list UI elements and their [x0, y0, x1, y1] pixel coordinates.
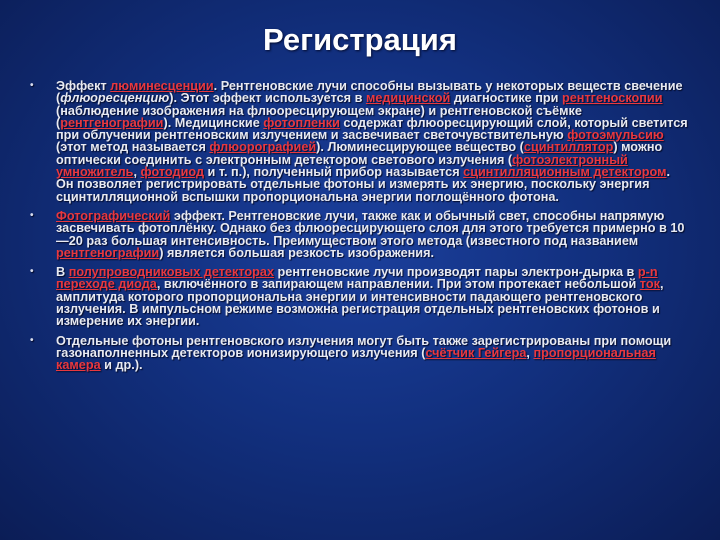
term-link[interactable]: рентгеноскопии	[562, 91, 663, 106]
body-text: диагностике при	[450, 91, 562, 106]
term-link[interactable]: фотодиод	[140, 165, 205, 180]
body-text: ,	[133, 165, 141, 180]
body-text: содержат флюоресцирующий слой, который светится при облучении рентгеновским излучением и засвечивает светочувствительную	[56, 115, 688, 143]
term-link[interactable]: сцинтиллятор	[523, 140, 614, 155]
term-link[interactable]: сцинтилляционным детектором	[463, 165, 667, 180]
term-link[interactable]: фотоэмульсию	[567, 128, 664, 143]
body-text: флюоресценцию	[60, 91, 170, 106]
term-link[interactable]: Фотографический	[56, 208, 171, 223]
body-text: (этот метод называется	[56, 140, 210, 155]
term-link[interactable]: пропорциональная камера	[56, 345, 656, 373]
bullet-marker: •	[30, 266, 34, 278]
body-text: ) можно оптически соединить с электронным детектором светового излучения (	[56, 140, 663, 167]
body-text: ). Этот эффект используется в	[169, 91, 366, 106]
slide-title: Регистрация	[263, 22, 457, 57]
body-text: . Он позволяет регистрировать отдельные фотоны и измерять их энергию, поскольку энергия сцинтилляционной вспышки пропорциональна энергии поглощённого фотона.	[56, 165, 671, 204]
body-text: Эффект	[56, 79, 111, 93]
term-link[interactable]: счётчик Гейгера	[425, 345, 527, 360]
term-link[interactable]: p-n переходе диода	[56, 265, 658, 292]
body-text: (наблюдение изображения на флюоресцирующем экране) и рентгеновской съёмке (	[56, 103, 582, 130]
term-link[interactable]: фотопленки	[263, 115, 340, 130]
body-text: ) является большая резкость изображения.	[159, 245, 435, 260]
bullet-item	[30, 80, 690, 203]
bullet-marker: •	[30, 334, 34, 346]
term-link[interactable]: медицинской	[365, 91, 451, 106]
body-text: эффект. Рентгеновские лучи, также как и обычный свет, способны напрямую засвечивать фотоплёнку. Однако без флюоресцирующего слоя для этого требуется примерно в 10—20 раз большая интенсивность. Преимуществом этого метода (известного под названием	[56, 208, 685, 248]
body-text: ). Медицинские	[163, 115, 264, 130]
term-link[interactable]: полупроводниковых детекторах	[68, 265, 274, 280]
bullet-item	[30, 266, 690, 327]
term-link[interactable]: люминесценции	[110, 79, 214, 93]
term-link[interactable]: фотоэлектронный умножитель	[56, 152, 628, 180]
bullet-marker: •	[30, 209, 34, 221]
body-text: , включённого в запирающем направлении. При этом протекает небольшой	[156, 277, 640, 292]
body-text: рентгеновские лучи производят пары электрон-дырка в	[274, 265, 638, 280]
term-link[interactable]: флюорографией	[209, 140, 317, 155]
body-text: ,	[526, 345, 534, 360]
bullet-list	[30, 80, 690, 379]
bullet-item	[30, 210, 690, 259]
body-text: ). Люминесцирующее вещество (	[316, 140, 524, 155]
term-link[interactable]: рентгенографии	[60, 115, 164, 130]
term-link[interactable]: рентгенографии	[56, 245, 160, 260]
body-text: . Рентгеновские лучи способны вызывать у некоторых веществ свечение (	[56, 79, 683, 106]
body-text: и др.).	[100, 358, 143, 373]
body-text: , амплитуда которого пропорциональна энергии и интенсивности падающего рентгеновского излучения. В импульсном режиме возможна регистрация отдельных рентгеновских фотонов и измерение их энергии.	[56, 277, 664, 329]
term-link[interactable]: ток	[639, 277, 660, 292]
body-text: Отдельные фотоны рентгеновского излучения могут быть также зарегистрированы при помощи газонаполненных детекторов ионизирующего излучения (	[56, 333, 672, 360]
bullet-marker: •	[30, 80, 34, 91]
bullet-item	[30, 335, 690, 372]
body-text: и т. п.), полученный прибор называется	[204, 165, 464, 180]
body-text: В	[56, 265, 69, 280]
